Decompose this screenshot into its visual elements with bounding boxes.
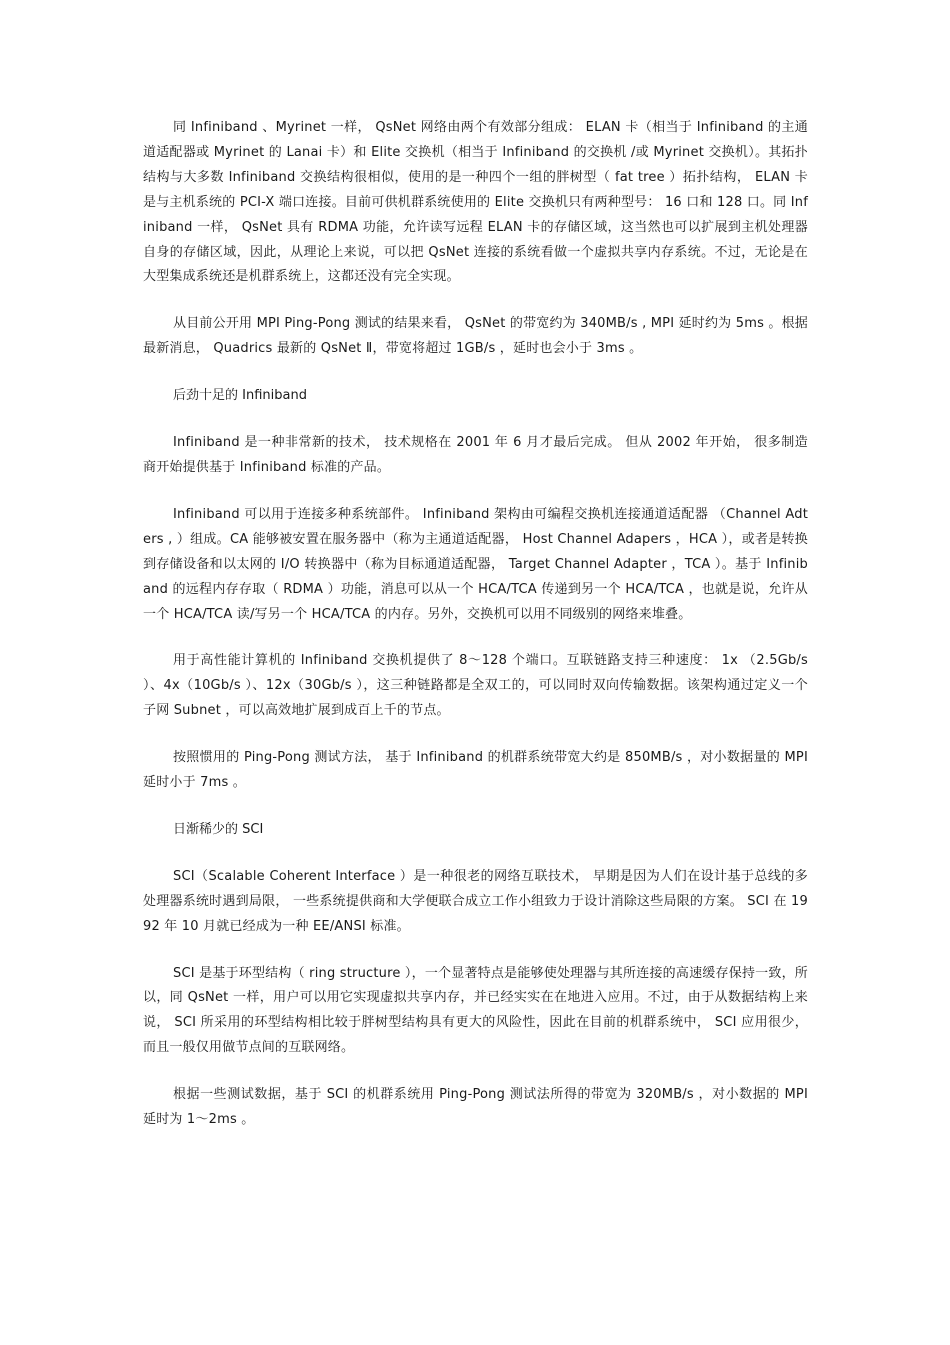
paragraph-sci-performance: 根据一些测试数据，基于 SCI 的机群系统用 Ping-Pong 测试法所得的带宽为 320MB/s ，对小数据的 MPI 延时为 1～2ms 。 <box>143 1087 808 1128</box>
paragraph-sci-structure: SCI 是基于环型结构（ ring structure ），一个显著特点是能够使处理器与其所连接的高速缓存保持一致，所以，同 QsNet 一样，用户可以用它实现虚拟共享内存，并已经实实在在地进入应用。不过，由于从数据结构上来说， SCI 所采用的环型结构相比较于胖树型结构具有更大的风险性，因此在目前的机群系统中， SCI 应用很少，而且一般仅用做节点间的互联网络。 <box>143 965 808 1056</box>
section-heading-infiniband: 后劲十足的 Infiniband <box>173 388 307 404</box>
paragraph-infiniband-performance: 按照惯用的 Ping-Pong 测试方法， 基于 Infiniband 的机群系统带宽大约是 850MB/s ，对小数据量的 MPI 延时小于 7ms 。 <box>143 750 808 791</box>
paragraph-sci-intro: SCI（Scalable Coherent Interface ）是一种很老的网络互联技术， 早期是因为人们在设计基于总线的多处理器系统时遇到局限， 一些系统提供商和大学便联合成立工作小组致力于设计消除这些局限的方案。 SCI 在 1992 年 10 月就已经成为一种 EE/ANSI 标准。 <box>143 868 808 934</box>
section-heading-sci: 日渐稀少的 SCI <box>173 821 264 837</box>
paragraph-infiniband-architecture: Infiniband 可以用于连接多种系统部件。 Infiniband 架构由可编程交换机连接通道适配器 （Channel Adters , ）组成。CA 能够被安置在服务器中（称为主通道适配器， Host Channel Adapers ，HCA ），或者是转换到存储设备和以太网的 I/O 转换器中（称为目标通道适配器， Target Channel Adapter ，TCA ）。基于 Infiniband 的远程内存存取（ RDMA ）功能，消息可以从一个 HCA/TCA 传递到另一个 HCA/TCA ，也就是说，允许从一个 HCA/TCA 读/写另一个 HCA/TCA 的内存。另外，交换机可以用不同级别的网络来堆叠。 <box>143 506 808 622</box>
paragraph-qsnet-overview: 同 Infiniband 、Myrinet 一样， QsNet 网络由两个有效部分组成： ELAN 卡（相当于 Infiniband 的主通道适配器或 Myrinet 的 Lanai 卡）和 Elite 交换机（相当于 Infiniband 的交换机 /或 Myrinet 交换机）。其拓扑结构与大多数 Infiniband 交换结构很相似，使用的是一种四个一组的胖树型（ fat tree ）拓扑结构， ELAN 卡是与主机系统的 PCI-X 端口连接。目前可供机群系统使用的 Elite 交换机只有两种型号： 16 口和 128 口。同 Infiniband 一样， QsNet 具有 RDMA 功能，允许读写远程 ELAN 卡的存储区域，这当然也可以扩展到主机处理器自身的存储区域，因此，从理论上来说，可以把 QsNet 连接的系统看做一个虚拟共享内存系统。不过，无论是在大型集成系统还是机群系统上，这都还没有完全实现。 <box>143 120 808 285</box>
document-body <box>143 116 808 1133</box>
paragraph-infiniband-switch: 用于高性能计算机的 Infiniband 交换机提供了 8～128 个端口。互联链路支持三种速度： 1x （2.5Gb/s ）、4x（10Gb/s ）、12x（30Gb/s ），这三种链路都是全双工的，可以同时双向传输数据。该架构通过定义一个子网 Subnet ，可以高效地扩展到成百上千的节点。 <box>143 653 808 719</box>
paragraph-qsnet-performance: 从目前公开用 MPI Ping-Pong 测试的结果来看， QsNet 的带宽约为 340MB/s , MPI 延时约为 5ms 。根据最新消息， Quadrics 最新的 QsNet Ⅱ，带宽将超过 1GB/s ，延时也会小于 3ms 。 <box>143 316 808 357</box>
paragraph-infiniband-intro: Infiniband 是一种非常新的技术， 技术规格在 2001 年 6 月才最后完成。 但从 2002 年开始， 很多制造商开始提供基于 Infiniband 标准的产品。 <box>143 435 808 475</box>
